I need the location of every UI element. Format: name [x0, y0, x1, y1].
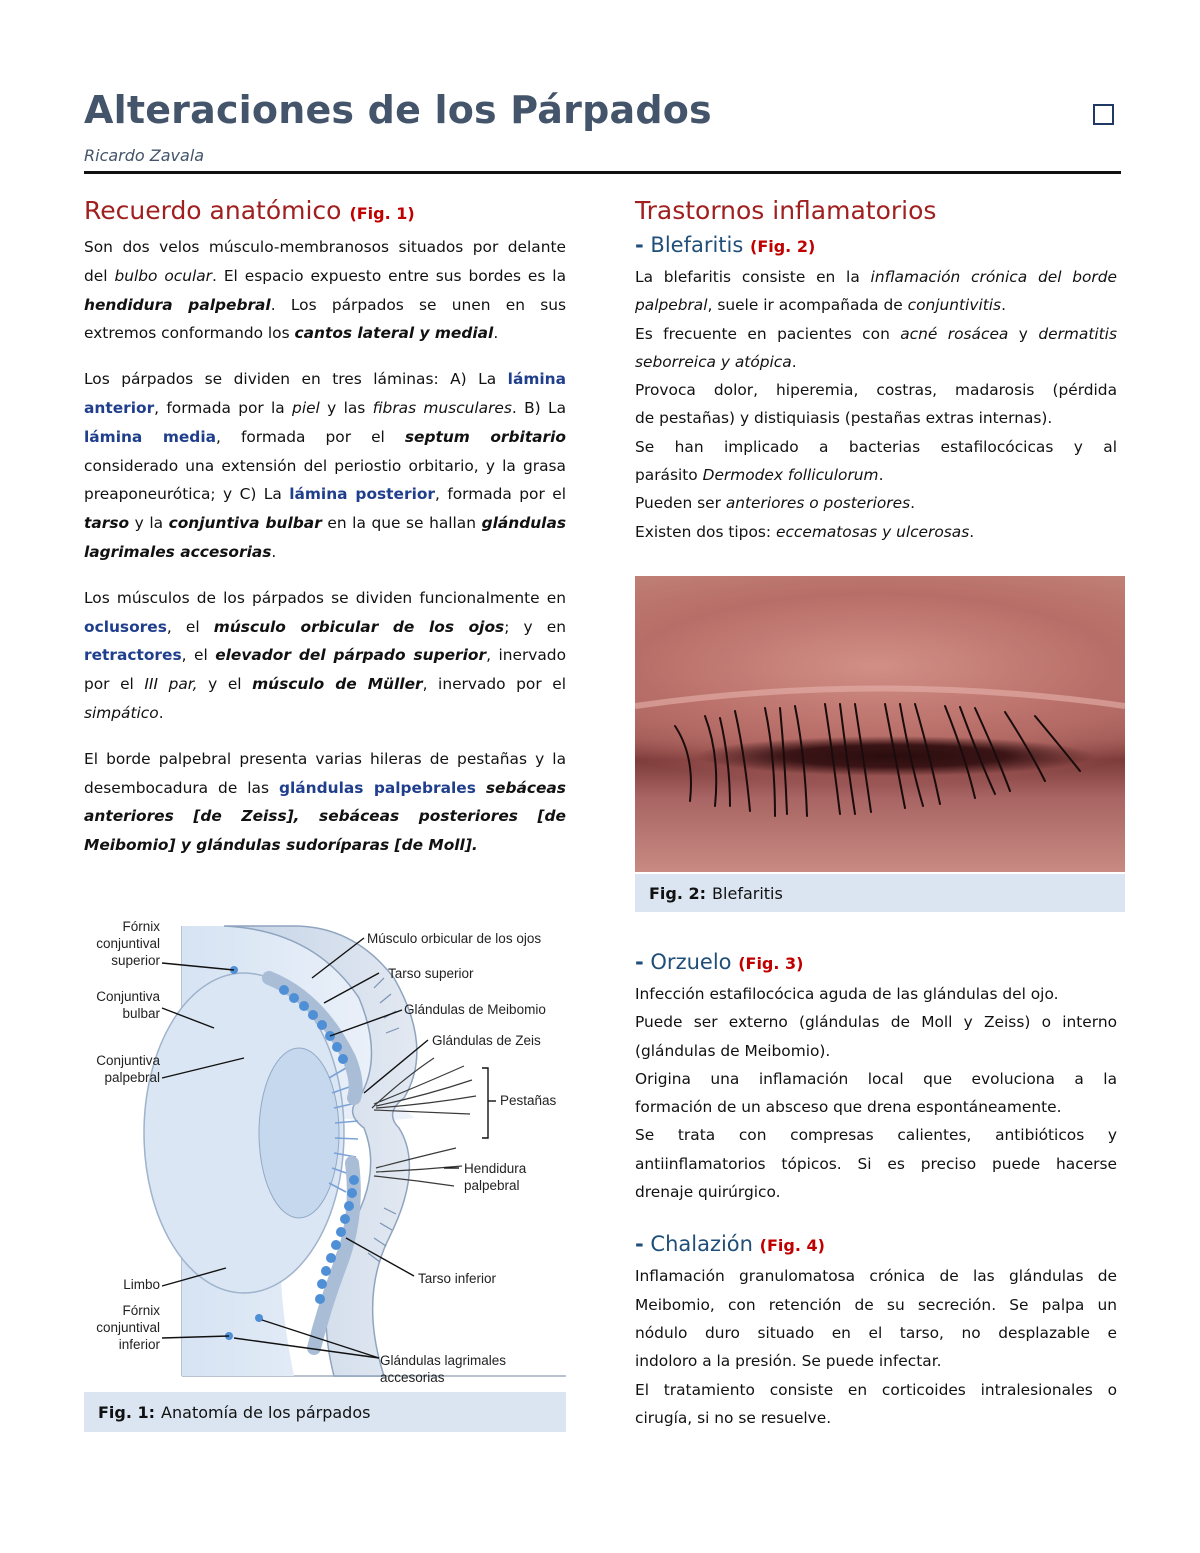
label-tarso-superior: Tarso superior [388, 966, 474, 981]
figure-2-caption: Fig. 2: Blefaritis [635, 874, 1125, 912]
label-limbo: Limbo [123, 1277, 160, 1292]
label-fornix-superior: Fórnix conjuntival superior [96, 919, 160, 968]
label-meibomio: Glándulas de Meibomio [404, 1002, 546, 1017]
orzuelo-text: Infección estafilocócica aguda de las glándulas del ojo. Puede ser externo (glándulas de Moll y Zeiss) o interno (glándulas de Meibomio). Origina una inflamación local que evoluciona a la formación de un absceso que drena espontáneamente. Se trata con compresas calientes, antibióticos y antiinflamatorios tópicos. Si es preciso puede hacerse drenaje quirúrgico. [635, 985, 1117, 1202]
section-title-inflammatory: Trastornos inflamatorios [635, 196, 937, 225]
figure-1-caption: Fig. 1: Anatomía de los párpados [84, 1392, 566, 1432]
paragraph-anatomy-1: Son dos velos músculo-membranosos situados por delante del bulbo ocular. El espacio expuesto entre sus bordes es la hendidura palpebral. Los párpados se unen en sus extremos conformando los cantos lateral y medial. [84, 238, 567, 343]
blefaritis-photo [635, 576, 1125, 872]
label-fornix-inferior: Fórnix conjuntival inferior [96, 1303, 160, 1352]
label-conjuntiva-palpebral: Conjuntiva palpebral [96, 1053, 160, 1085]
paragraph-anatomy-3: Los músculos de los párpados se dividen funcionalmente en oclusores, el músculo orbicular de los ojos; y en retractores, el elevador del párpado superior, inervado por el III par, y el músculo de Müller, inervado por el simpático. [84, 588, 567, 722]
label-hendidura: Hendidura palpebral [464, 1161, 527, 1193]
paragraph-anatomy-2: Los párpados se dividen en tres láminas: A) La lámina anterior, formada por la piel y las fibras musculares. B) La lámina media, formada por el septum orbitario considerado una extensión del periostio orbitario, y la grasa preaponeurótica; y C) La lámina posterior, formada por el tarso y la conjuntiva bulbar en la que se hallan glándulas lagrimales accesorias. [84, 370, 567, 561]
chalazion-text: Inflamación granulomatosa crónica de las glándulas de Meibomio, con retención de su secreción. Se palpa un nódulo duro situado en el tarso, no desplazable e indoloro a la presión. Se puede infectar. El tratamiento consiste en corticoides intralesionales o cirugía, si no se resuelve. [635, 1267, 1117, 1427]
eyelash-illustration [635, 576, 1125, 872]
subsection-orzuelo: - Orzuelo (Fig. 3) [635, 950, 804, 974]
blefaritis-text: La blefaritis consiste en la inflamación crónica del borde palpebral, suele ir acompañada de conjuntivitis. Es frecuente en pacientes con acné rosácea y dermatitis seborreica y atópica. Provoca dolor, hiperemia, costras, madarosis (pérdida de pestañas) y distiquiasis (pestañas extras internas). Se han implicado a bacterias estafilocócicas y al parásito Dermodex folliculorum. Pueden ser anteriores o posteriores. Existen dos tipos: eccematosas y ulcerosas. [635, 268, 1117, 541]
label-zeis: Glándulas de Zeis [432, 1033, 541, 1048]
figure-eyelid-anatomy [84, 918, 566, 1385]
label-tarso-inferior: Tarso inferior [418, 1271, 497, 1286]
subsection-chalazion: - Chalazión (Fig. 4) [635, 1232, 825, 1257]
right-column [635, 196, 1117, 546]
left-column [84, 196, 566, 877]
header-rule [84, 171, 1121, 174]
label-pestanas: Pestañas [500, 1093, 557, 1108]
label-conjuntiva-bulbar: Conjuntiva bulbar [96, 989, 160, 1021]
paragraph-anatomy-4: El borde palpebral presenta varias hileras de pestañas y la desembocadura de las glándulas palpebrales sebáceas anteriores [de Zeiss], sebáceas posteriores [de Meibomio] y glándulas sudoríparas [de Moll]. [84, 749, 566, 855]
checkbox-icon[interactable] [1093, 104, 1114, 125]
document-title: Alteraciones de los Párpados [84, 88, 712, 132]
label-orbicular: Músculo orbicular de los ojos [367, 931, 542, 946]
document-author: Ricardo Zavala [84, 146, 205, 165]
subsection-blefaritis: - Blefaritis (Fig. 2) [635, 233, 816, 257]
label-lagrimales: Glándulas lagrimales accesorias [380, 1353, 507, 1385]
right-column-lower [635, 950, 1117, 1432]
figure-ref: (Fig. 1) [349, 204, 415, 223]
section-title-anatomy: Recuerdo anatómico (Fig. 1) [84, 196, 415, 225]
